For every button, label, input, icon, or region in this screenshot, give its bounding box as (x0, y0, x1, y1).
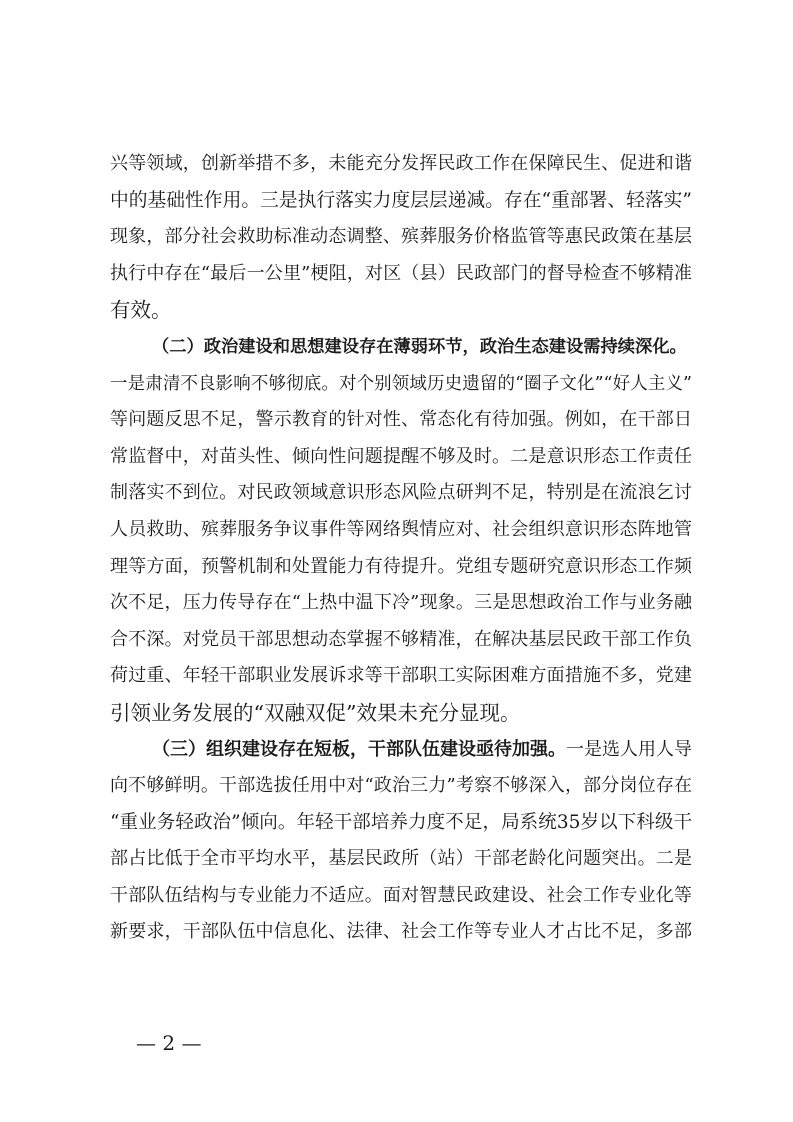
text-line: 部占比低于全市平均水平，基层民政所（站）干部老龄化问题突出。二是 (110, 848, 692, 870)
text-line: “重业务轻政治”倾向。年轻干部培养力度不足，局系统35岁以下科级干 (110, 811, 692, 833)
text-line: 合不深。对党员干部思想动态掌握不够精准，在解决基层民政干部工作负 (110, 628, 692, 650)
section-heading-3-continuation: 一是选人用人导 (566, 738, 692, 760)
text-line: 中的基础性作用。三是执行落实力度层层递减。存在“重部署、轻落实” (110, 189, 692, 211)
text-line: 人员救助、殡葬服务争议事件等网络舆情应对、社会组织意识形态阵地管 (110, 518, 692, 540)
text-line: 向不够鲜明。干部选拔任用中对“政治三力”考察不够深入，部分岗位存在 (110, 775, 692, 797)
text-line: 制落实不到位。对民政领域意识形态风险点研判不足，特别是在流浪乞讨 (110, 482, 692, 504)
text-line: 常监督中，对苗头性、倾向性问题提醒不够及时。二是意识形态工作责任 (110, 445, 692, 467)
text-line: 一是肃清不良影响不够彻底。对个别领域历史遗留的“圈子文化”“好人主义” (110, 373, 692, 394)
page-number: — 2 — (136, 1031, 202, 1055)
text-line: 兴等领域，创新举措不多，未能充分发挥民政工作在保障民生、促进和谐 (110, 153, 692, 174)
text-line: 次不足，压力传导存在“上热中温下冷”现象。三是思想政治工作与业务融 (110, 592, 692, 614)
text-line: 新要求，干部队伍中信息化、法律、社会工作等专业人才占比不足，多部 (110, 921, 692, 943)
document-body (110, 146, 692, 951)
text-line: 干部队伍结构与专业能力不适应。面对智慧民政建设、社会工作专业化等 (110, 884, 692, 906)
section-heading-2 (110, 329, 692, 366)
text-line: 理等方面，预警机制和处置能力有待提升。党组专题研究意识形态工作频 (110, 555, 692, 577)
text-line: 引领业务发展的“双融双促”效果未充分显现。 (110, 700, 521, 725)
text-line: 现象，部分社会救助标准动态调整、殡葬服务价格监管等惠民政策在基层 (110, 226, 692, 248)
section-heading-3-text: （三）组织建设存在短板，干部队伍建设亟待加强。 (152, 738, 566, 760)
text-line: 等问题反思不足，警示教育的针对性、常态化有待加强。例如，在干部日 (110, 409, 692, 431)
text-line: 执行中存在“最后一公里”梗阻，对区（县）民政部门的督导检查不够精准 (110, 262, 692, 284)
section-heading-2-text: （二）政治建设和思想建设存在薄弱环节，政治生态建设需持续深化。 (152, 336, 687, 357)
section-heading-3 (110, 732, 692, 769)
text-line: 荷过重、年轻干部职业发展诉求等干部职工实际困难方面措施不多，党建 (110, 665, 692, 687)
text-line: 有效。 (110, 298, 172, 323)
